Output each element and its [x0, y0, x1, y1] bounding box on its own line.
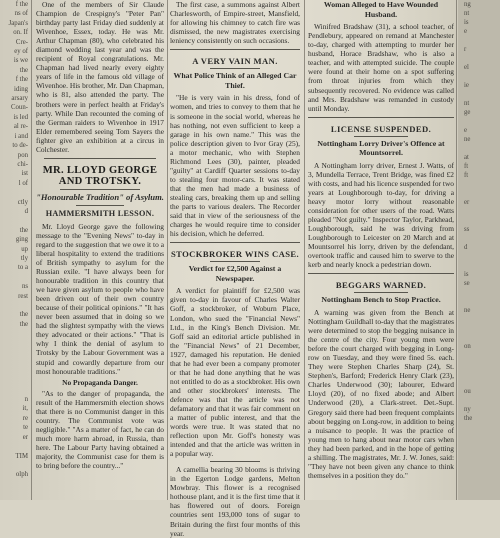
- edge-fragment: [0, 386, 28, 395]
- edge-fragment: [458, 360, 500, 369]
- edge-fragment: is: [464, 271, 469, 278]
- edge-fragment: te: [23, 424, 28, 432]
- headline-divider: [210, 68, 260, 69]
- edge-fragment: [458, 333, 500, 342]
- column-2: [170, 0, 300, 538]
- headline-divider: [354, 136, 408, 137]
- edge-fragment: d: [464, 244, 468, 251]
- edge-fragment: d: [24, 207, 28, 215]
- edge-fragment: [0, 329, 28, 338]
- woman-wounded-headline: Woman Alleged to Have Wounded Husband.: [323, 0, 439, 19]
- edge-fragment: is: [464, 19, 469, 26]
- edge-fragment: er: [464, 199, 470, 206]
- edge-fragment: [458, 288, 500, 297]
- asylum-subheadline: "Honourable Tradition" of Asylum.: [36, 191, 164, 202]
- edge-fragment: on. If: [13, 29, 28, 37]
- edge-fragment: nt: [464, 100, 470, 107]
- propaganda-text: "As to the danger of propaganda, the result of the Hammersmith election shows that there is no Communist danger in this country. The Communist vote was negligible." "As a matter of fact, he can do much more harm abroad, in Russia, than here. The Labour Party having obtained a majority, the Communist case for them is to bring before the country...": [36, 388, 164, 470]
- edge-fragment: TIM: [15, 452, 28, 460]
- edge-fragment: ging: [15, 236, 28, 244]
- column-rule: [456, 0, 457, 500]
- vain-man-text: "He is very vain in his dress, fond of women, and tries to convey to them that he is someone in the social world, whereas he has nothing, not even sufficient to keep a garage in his own name." This was the police description given to Ivor Gray (25), a motor mechanic, who with Stephen Richmond Lees (30), painter, pleaded "guilty" at Cardiff Quarter sessions to-day to stealing four motor-cars. It was stated that the men had made a business of stealing cars, breaking them up and selling the parts to various dealers. The Recorder said that in view of the seriousness of the charges he would require time to consider his decision, which he deferred.: [170, 93, 300, 239]
- edge-fragment: [458, 144, 500, 153]
- column-rule: [31, 0, 32, 500]
- edge-fragment: [458, 216, 500, 225]
- left-edge-fragments: [0, 0, 28, 480]
- edge-fragment: al re-: [13, 123, 28, 131]
- stockbroker-headline: STOCKBROKER WINS CASE.: [170, 249, 300, 260]
- edge-fragment: is we: [13, 57, 28, 65]
- edge-fragment: [0, 273, 28, 282]
- edge-fragment: [458, 297, 500, 306]
- edge-fragment: [0, 357, 28, 366]
- edge-fragment: [458, 117, 500, 126]
- edge-fragment: the: [19, 320, 28, 328]
- lorry-text: A Nottingham lorry driver, Ernest J. Watts, of 3, Mundella Terrace, Trent Bridge, was fined £2 with costs, and had his licence suspended for two years at Loughborough to-day, for driving a heavy motor lorry without reasonable consideration for other users of the road. Watts pleaded "Not guilty." Inspector Taylor, Parkhead, Loughborough, said he was driving from Loughborough to Leicester on 20 March and at Mountsorrel his lorry, driven by the defendant, overtook traffic and caused him to swerve to the kerb and nearly knock a pedestrian down.: [308, 160, 454, 270]
- edge-fragment: pon: [17, 151, 28, 159]
- edge-fragment: [0, 367, 28, 376]
- edge-fragment: Cre-: [15, 38, 28, 46]
- edge-fragment: at: [464, 154, 469, 161]
- edge-fragment: r: [464, 46, 467, 53]
- edge-fragment: [458, 207, 500, 216]
- edge-fragment: Japan's: [8, 19, 28, 27]
- edge-fragment: e: [464, 28, 468, 35]
- headline-divider: [354, 292, 408, 293]
- edge-fragment: [0, 188, 28, 197]
- edge-fragment: [458, 396, 500, 405]
- column-rule: [304, 0, 305, 500]
- edge-fragment: to de-: [12, 142, 28, 150]
- edge-fragment: ns of: [14, 10, 28, 18]
- edge-fragment: [458, 261, 500, 270]
- edge-fragment: [458, 252, 500, 261]
- chimney-text: The first case, a summons against Albert Charlesworth, of Empire-street, Mansfield, for allowing his chimney to catch fire was dismissed, the new magistrates exercising leniency consistently on such occasions.: [170, 0, 300, 46]
- edge-fragment: f the: [15, 76, 28, 84]
- edge-fragment: n: [24, 396, 28, 404]
- stockbroker-text: A verdict for plaintiff for £2,500 was given to-day in favour of Charles Walter Goff, a stockbroker, of Woburn Place, London, who sued the "Financial News" Ltd., in the King's Bench Division. Mr. Goff said an editorial article published in the "Financial News" of 21 December, 1927, damaged his reputation. He denied that he had ever been a company promoter or that he had done anything that he was not entitled to do as a stockbroker. His own and other stockbrokers' interests. The defence was that the article was not defamatory and that it was fair comment on a matter of public interest, and that the words were true. It was stated that no reflection upon Mr. Goff's honesty was intended and that the article was written in a popular way.: [170, 286, 300, 459]
- chimney-article: [170, 0, 300, 45]
- edge-fragment: [458, 90, 500, 99]
- edge-fragment: ft: [464, 172, 469, 179]
- edge-fragment: ctly: [17, 198, 28, 206]
- edge-fragment: Coun-: [11, 104, 28, 112]
- lloyd-george-article: [36, 222, 164, 376]
- subheadline-divider: [76, 205, 124, 206]
- article-divider: [170, 49, 300, 50]
- camellia-text: A camellia bearing 30 blooms is thriving in the Egerton Lodge gardens, Melton Mowbray. This flower is a recognised hothouse plant, and it is the first time that it has flowered out of doors. Foreign countries sent 193,000 tons of sugar to Britain during the first four months of this year.: [170, 465, 300, 538]
- edge-fragment: tly: [20, 254, 28, 262]
- right-edge-column: [458, 0, 500, 500]
- headline-divider: [60, 189, 140, 190]
- edge-fragment: i and: [14, 132, 28, 140]
- edge-fragment: [458, 54, 500, 63]
- edge-fragment: ie: [464, 82, 469, 89]
- edge-fragment: e: [464, 127, 468, 134]
- edge-fragment: [0, 301, 28, 310]
- edge-fragment: [0, 348, 28, 357]
- birthday-article: [36, 0, 164, 154]
- edge-fragment: it,: [22, 405, 28, 413]
- edge-fragment: [0, 376, 28, 385]
- edge-fragment: the: [19, 226, 28, 234]
- edge-fragment: arsary: [11, 95, 28, 103]
- hammersmith-heading: HAMMERSMITH LESSON.: [45, 208, 155, 218]
- edge-fragment: to a: [17, 264, 28, 272]
- edge-fragment: [458, 315, 500, 324]
- edge-fragment: the: [19, 66, 28, 74]
- headline-divider: [210, 261, 260, 262]
- edge-fragment: ist: [21, 170, 28, 178]
- edge-fragment: iding: [14, 85, 28, 93]
- verdict-subheadline: Verdict for £2,500 Against a Newspaper.: [188, 264, 282, 283]
- edge-fragment: chi-: [17, 160, 28, 168]
- beggars-article: [308, 308, 454, 480]
- edge-fragment: [458, 180, 500, 189]
- edge-fragment: se: [464, 280, 470, 287]
- edge-fragment: ng: [464, 1, 471, 8]
- article-divider: [308, 117, 454, 118]
- bench-subheadline: Nottingham Bench to Stop Practice.: [321, 295, 441, 305]
- article-divider: [170, 242, 300, 243]
- column-1: [36, 0, 164, 500]
- edge-fragment: el: [464, 64, 469, 71]
- edge-fragment: [458, 324, 500, 333]
- edge-fragment: [458, 351, 500, 360]
- edge-fragment: [458, 234, 500, 243]
- license-headline: LICENSE SUSPENDED.: [330, 123, 432, 134]
- edge-fragment: [458, 378, 500, 387]
- edge-fragment: ns: [21, 283, 28, 291]
- edge-fragment: re: [22, 414, 28, 422]
- propaganda-article: [36, 389, 164, 470]
- right-edge-fragments: [458, 0, 500, 423]
- edge-fragment: on: [464, 343, 471, 350]
- edge-fragment: ge: [464, 109, 471, 116]
- edge-fragment: [0, 339, 28, 348]
- edge-fragment: [458, 369, 500, 378]
- beggars-text: A warning was given from the Bench at Nottingham Guildhall to-day that the magistrates were determined to stop the begging nuisance in the centre of the city. Four young men were before the court charged with begging in Long-row on Tuesday, and they were fined 5s. each. They were Stephen Charles Sharp (24), St. Stephen's, Barford; Frederick Henry Clark (23), Charles Underwood (30); labourer, Edward Lloyd (20), of no fixed abode; and Albert Underwood (20), a Clark-street. Det.-Supt. Gregory said there had been frequent complaints about begging on Long-row, in addition to being a nuisance to people. It was the practice of young men to hang about near motor cars when they had been parked, and in the hope of getting a shilling. The magistrates, Mr. J. W. Jones, said: "They have not been given any chance to think themselves in a position they do.": [308, 308, 454, 480]
- vain-man-article: [170, 93, 300, 238]
- bradshaw-article: [308, 22, 454, 112]
- bradshaw-text: Winifred Bradshaw (31), a school teacher, of Pendlebury, appeared on remand at Manchester to-day, charged with attempting to murder her husband, Horace Bradshaw, who is also a teacher, and with attempted suicide. The couple were found at their home on a spot suffering from throat injuries from which they subsequently recovered. No evidence was called and Mrs. Bradshaw was remanded in custody until Monday.: [308, 22, 454, 113]
- edge-fragment: [458, 72, 500, 81]
- stockbroker-article: [170, 286, 300, 458]
- article-divider: [210, 461, 260, 462]
- edge-fragment: [458, 189, 500, 198]
- edge-fragment: up: [21, 245, 28, 253]
- edge-fragment: ne: [464, 307, 471, 314]
- edge-fragment: er: [22, 433, 28, 441]
- edge-fragment: ne: [464, 136, 471, 143]
- edge-fragment: [458, 36, 500, 45]
- edge-fragment: the: [464, 415, 473, 422]
- edge-fragment: rest: [18, 292, 28, 300]
- edge-fragment: [0, 216, 28, 225]
- vain-man-headline: A VERY VAIN MAN.: [192, 56, 278, 67]
- column-rule: [167, 0, 168, 500]
- edge-fragment: ou: [464, 388, 471, 395]
- lloyd-george-text: Mr. Lloyd George gave the following message to the "Evening News" to-day in regard to the suggestion that we owe it to a liberal hospitality to extend the traditions of British sympathy to asylum for the Russian exile. "I have always been for honourable tradition in this country that we have given asylum to people who have been driven out of their own country because of their political opinions." "It has never been assumed that in doing so we had the slightest sympathy with the views they advocated or their actions." "That is why I think the denial of asylum to Trotsky by the Labour Government was a stupid and cowardly departure from our most honourable traditions.": [36, 221, 164, 376]
- beggars-headline: BEGGARS WARNED.: [335, 280, 427, 291]
- edge-fragment: ny: [464, 406, 471, 413]
- camellia-article: [170, 465, 300, 537]
- lloyd-george-headline: MR. LLOYD GEORGE AND TROTSKY.: [42, 164, 158, 187]
- article-divider: [44, 158, 156, 159]
- article-divider: [308, 273, 454, 274]
- lorry-article: [308, 161, 454, 270]
- propaganda-subheading: No Propaganda Danger.: [62, 377, 138, 387]
- edge-fragment: ey of: [14, 48, 28, 56]
- edge-fragment: ft: [464, 163, 469, 170]
- birthday-article-text: One of the members of Sir Claude Champion de Crespigny's "Peter Pan" birthday party last Friday died suddenly at Wivenhoe, Essex, today. He was Mr. Arthur Chapman (80), who celebrated his diamond wedding last year and was the recipient of Royal congratulations. Mr. Chapman had lived nearly every eighty years of life in the famous old village of Wivenhoe. His brother, Mr. Dan Chapman, who is 81, also attended the party. The brothers were in perfect health at Friday's party. While Dan recounted the coming of the German raiders to Wivenhoe in 1917 Elder remembered seeing Tom Sayers the fighter give an exhibition at a circus in Colchester.: [36, 0, 164, 154]
- edge-fragment: the: [19, 311, 28, 319]
- edge-fragment: f the: [15, 1, 28, 8]
- edge-fragment: olph: [15, 471, 28, 479]
- edge-fragment: [0, 461, 28, 470]
- edge-fragment: ss: [464, 226, 470, 233]
- edge-fragment: [0, 442, 28, 451]
- edge-fragment: l of: [18, 179, 28, 187]
- left-edge-column: [0, 0, 28, 500]
- edge-fragment: nt: [464, 10, 470, 17]
- edge-fragment: is led: [13, 113, 28, 121]
- car-thief-subheadline: What Police Think of an Alleged Car Thief.: [173, 71, 297, 90]
- lorry-driver-subheadline: Nottingham Lorry Driver's Offence at Mountsorrel.: [317, 138, 445, 158]
- column-3: [308, 0, 454, 500]
